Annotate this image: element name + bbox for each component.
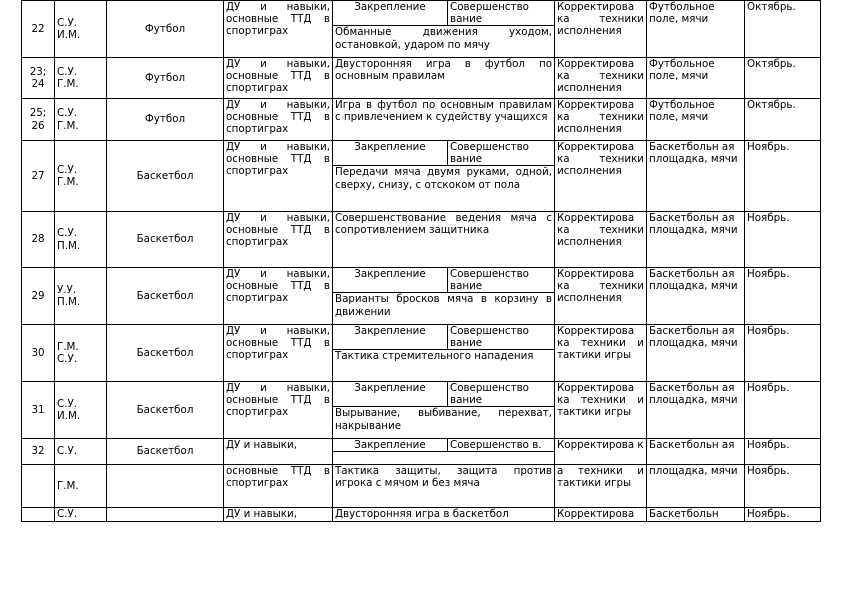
equipment: Баскетбольн ая площадка, мячи [647, 325, 745, 382]
task-consolidation: Закрепление [333, 268, 448, 293]
method-note: Корректирова ка техники исполнения [555, 1, 647, 58]
lesson-number: 25; 26 [22, 99, 55, 141]
task-improvement: Совершенство вание [448, 325, 555, 350]
sport-section: Баскетбол [107, 268, 224, 325]
sport-section [107, 465, 224, 508]
table-row [22, 99, 821, 141]
lesson-tasks [333, 439, 555, 465]
table-row [22, 465, 821, 508]
lesson-tasks: Совершенствование ведения мяча с сопротивлением защитника [333, 212, 555, 268]
task-description: Обманные движения уходом, остановкой, ударом по мячу [335, 26, 552, 51]
table-row [22, 268, 821, 325]
month: Ноябрь. [745, 382, 821, 439]
task-improvement: Совершенство вание [448, 268, 555, 293]
equipment: Баскетбольн [647, 508, 745, 522]
task-improvement: Совершенство вание [448, 382, 555, 407]
sport-section: Футбол [107, 58, 224, 99]
task-consolidation: Закрепление [333, 382, 448, 407]
equipment: Баскетбольн ая площадка, мячи [647, 268, 745, 325]
sport-section: Баскетбол [107, 325, 224, 382]
equipment: Баскетбольн ая площадка, мячи [647, 212, 745, 268]
lesson-number [22, 465, 55, 508]
sport-section: Баскетбол [107, 212, 224, 268]
lesson-number: 30 [22, 325, 55, 382]
lesson-tasks: Двусторонняя игра в футбол по основным правилам [333, 58, 555, 99]
month: Октябрь. [745, 1, 821, 58]
method-note: Корректирова ка техники исполнения [555, 141, 647, 212]
sport-section: Футбол [107, 99, 224, 141]
task-consolidation: Закрепление [333, 439, 448, 452]
method-note: Корректирова ка техники исполнения [555, 212, 647, 268]
lesson-tasks [333, 325, 555, 382]
month: Октябрь. [745, 99, 821, 141]
task-consolidation: Закрепление [333, 325, 448, 350]
teacher-initials: Г.М. [55, 465, 107, 508]
method-note: Корректирова [555, 508, 647, 522]
table-row [22, 212, 821, 268]
sport-section: Футбол [107, 1, 224, 58]
task-improvement: Совершенство вание [448, 141, 555, 166]
teacher-initials: С.У. Г.М. [55, 58, 107, 99]
teacher-initials: С.У. Г.М. [55, 99, 107, 141]
lesson-plan-body [22, 1, 821, 522]
equipment: Баскетбольн ая площадка, мячи [647, 382, 745, 439]
teacher-initials: С.У. [55, 439, 107, 465]
task-consolidation: Закрепление [333, 141, 448, 166]
lesson-number: 23; 24 [22, 58, 55, 99]
sport-section: Баскетбол [107, 439, 224, 465]
lesson-number [22, 508, 55, 522]
lesson-content: ДУ и навыки, основные ТТД в спортиграх [224, 1, 333, 58]
month: Ноябрь. [745, 268, 821, 325]
month: Ноябрь. [745, 508, 821, 522]
teacher-initials: С.У. П.М. [55, 212, 107, 268]
table-row [22, 325, 821, 382]
sport-section: Баскетбол [107, 141, 224, 212]
lesson-content: ДУ и навыки, основные ТТД в спортиграх [224, 141, 333, 212]
lesson-tasks [333, 1, 555, 58]
table-row [22, 58, 821, 99]
lesson-content: ДУ и навыки, основные ТТД в спортиграх [224, 58, 333, 99]
lesson-tasks [333, 382, 555, 439]
month: Ноябрь. [745, 141, 821, 212]
lesson-content: ДУ и навыки, [224, 508, 333, 522]
lesson-content: ДУ и навыки, основные ТТД в спортиграх [224, 382, 333, 439]
teacher-initials: Г.М. С.У. [55, 325, 107, 382]
table-row [22, 439, 821, 465]
task-improvement: Совершенство вание [448, 1, 555, 26]
equipment: Футбольное поле, мячи [647, 58, 745, 99]
lesson-content: ДУ и навыки, основные ТТД в спортиграх [224, 212, 333, 268]
method-note: а техники и тактики игры [555, 465, 647, 508]
task-description: Вырывание, выбивание, перехват, накрывание [335, 407, 552, 432]
equipment: площадка, мячи [647, 465, 745, 508]
method-note: Корректирова ка техники исполнения [555, 99, 647, 141]
table-row [22, 1, 821, 58]
teacher-initials: С.У. И.М. [55, 382, 107, 439]
month: Ноябрь. [745, 465, 821, 508]
teacher-initials: С.У. Г.М. [55, 141, 107, 212]
teacher-initials: С.У. И.М. [55, 1, 107, 58]
lesson-tasks [333, 141, 555, 212]
lesson-tasks [333, 268, 555, 325]
method-note: Корректирова ка техники и тактики игры [555, 382, 647, 439]
lesson-tasks: Тактика защиты, защита против игрока с мячом и без мяча [333, 465, 555, 508]
task-consolidation: Закрепление [333, 1, 448, 26]
method-note: Корректирова ка техники исполнения [555, 58, 647, 99]
equipment: Футбольное поле, мячи [647, 1, 745, 58]
teacher-initials: У.У. П.М. [55, 268, 107, 325]
task-improvement: Совершенство в. [448, 439, 555, 452]
lesson-content: ДУ и навыки, основные ТТД в спортиграх [224, 268, 333, 325]
task-description: Передачи мяча двумя руками, одной, сверху, снизу, с отскоком от пола [335, 166, 552, 191]
table-row [22, 508, 821, 522]
sport-section: Баскетбол [107, 382, 224, 439]
lesson-number: 31 [22, 382, 55, 439]
month: Ноябрь. [745, 439, 821, 465]
equipment: Баскетбольн ая [647, 439, 745, 465]
lesson-plan-table [21, 0, 821, 522]
sport-section [107, 508, 224, 522]
lesson-number: 32 [22, 439, 55, 465]
lesson-number: 29 [22, 268, 55, 325]
month: Ноябрь. [745, 212, 821, 268]
equipment: Футбольное поле, мячи [647, 99, 745, 141]
lesson-content: ДУ и навыки, основные ТТД в спортиграх [224, 99, 333, 141]
table-row [22, 141, 821, 212]
table-row [22, 382, 821, 439]
lesson-content: ДУ и навыки, основные ТТД в спортиграх [224, 325, 333, 382]
lesson-number: 27 [22, 141, 55, 212]
equipment: Баскетбольн ая площадка, мячи [647, 141, 745, 212]
lesson-content: ДУ и навыки, [224, 439, 333, 465]
month: Октябрь. [745, 58, 821, 99]
lesson-number: 28 [22, 212, 55, 268]
task-description: Варианты бросков мяча в корзину в движении [335, 293, 552, 318]
lesson-tasks: Игра в футбол по основным правилам с привлечением к судейству учащихся [333, 99, 555, 141]
method-note: Корректирова к [555, 439, 647, 465]
lesson-content: основные ТТД в спортиграх [224, 465, 333, 508]
teacher-initials: С.У. [55, 508, 107, 522]
month: Ноябрь. [745, 325, 821, 382]
method-note: Корректирова ка техники и тактики игры [555, 325, 647, 382]
method-note: Корректирова ка техники исполнения [555, 268, 647, 325]
lesson-number: 22 [22, 1, 55, 58]
lesson-tasks: Двусторонняя игра в баскетбол [333, 508, 555, 522]
task-description: Тактика стремительного нападения [335, 350, 534, 363]
